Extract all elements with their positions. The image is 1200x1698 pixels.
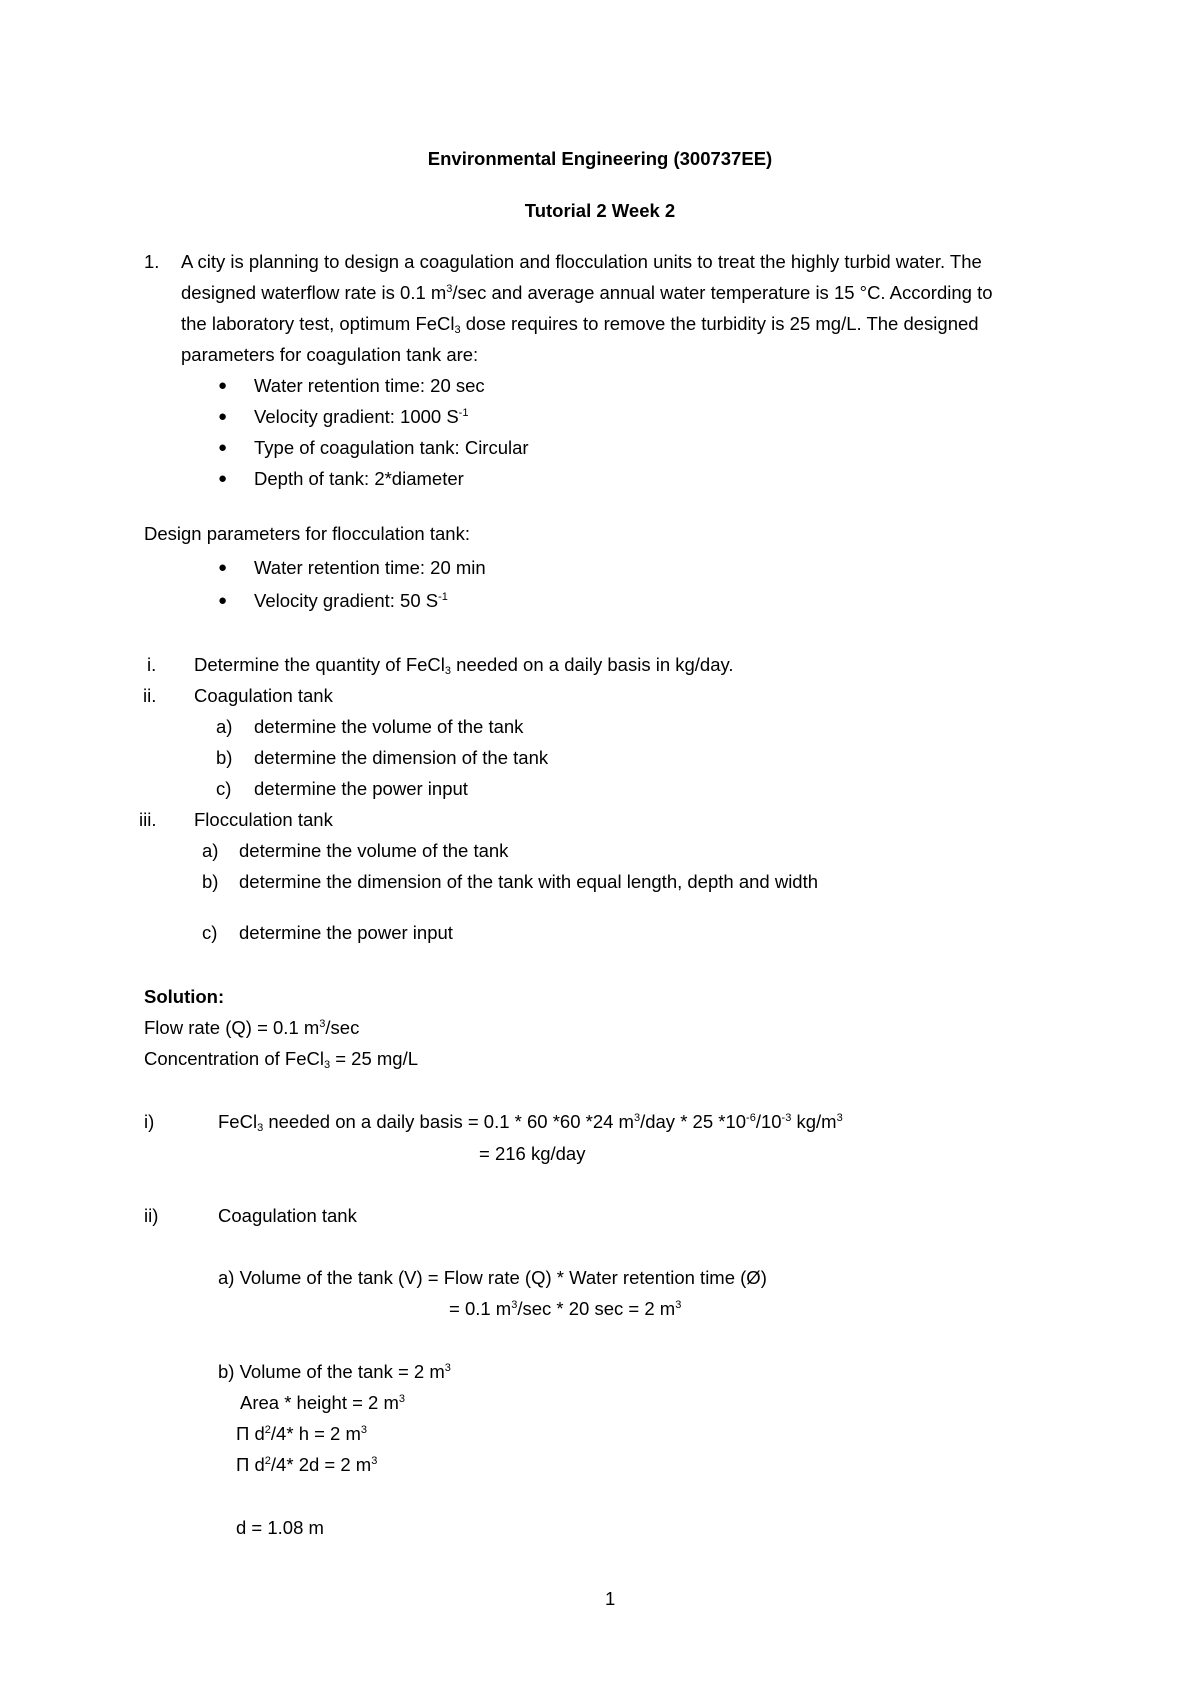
list-item: Velocity gradient: 1000 $S^{-1}$: [254, 406, 469, 427]
solution-d-result: d = 1.08 m: [236, 1517, 324, 1538]
solution-ii-heading: Coagulation tank: [218, 1205, 357, 1226]
solution-flow-rate: Flow rate (Q) = 0.1 $m^3/\sec$: [144, 1017, 360, 1038]
part-iii-c-text: determine the power input: [239, 922, 453, 943]
document-title: Environmental Engineering (300737EE): [427, 148, 773, 169]
part-ii-a-label: a): [216, 716, 233, 737]
part-iii-a-label: a): [202, 840, 219, 861]
solution-concentration: Concentration of FeCl$_3$ = 25 mg/L: [144, 1048, 419, 1071]
solution-a-line-2: = 0.1 $m^3/\sec * 20$ sec = 2 $m^3$: [449, 1298, 682, 1319]
part-ii-a-text: determine the volume of the tank: [254, 716, 524, 737]
part-iii-number: iii.: [139, 809, 157, 830]
solution-b-line-3: Π $d^2/4*$ h = 2 $m^3$: [236, 1423, 368, 1444]
part-iii-a-text: determine the volume of the tank: [239, 840, 509, 861]
solution-i-result: = 216 kg/day: [479, 1143, 586, 1164]
bullet-icon: ●: [218, 439, 228, 456]
part-ii-b-text: determine the dimension of the tank: [254, 747, 549, 768]
part-iii-b-text: determine the dimension of the tank with equal length, depth and width: [239, 871, 819, 892]
list-item: Water retention time: 20 min: [254, 557, 486, 578]
solution-b-line-2: Area * height = 2 $m^3$: [240, 1392, 406, 1413]
solution-b-line-1: b) Volume of the tank = 2 $m^3$: [218, 1361, 451, 1382]
part-iii-text: Flocculation tank: [194, 809, 333, 830]
part-ii-text: Coagulation tank: [194, 685, 333, 706]
bullet-icon: ●: [218, 470, 228, 487]
part-iii-c-label: c): [202, 922, 218, 943]
solution-b-line-4: Π $d^2/4*$ 2d = 2 $m^3$: [236, 1454, 378, 1475]
part-i-number: i.: [147, 654, 157, 675]
bullet-icon: ●: [218, 408, 228, 425]
list-item: Water retention time: 20 sec: [254, 375, 485, 396]
question-text-line-4: parameters for coagulation tank are:: [181, 344, 479, 365]
list-item: Depth of tank: 2*diameter: [254, 468, 464, 489]
solution-i-label: i): [144, 1111, 155, 1132]
part-ii-number: ii.: [143, 685, 157, 706]
solution-a-line-1: a) Volume of the tank (V) = Flow rate (Q) * Water retention time (Ø): [218, 1267, 767, 1288]
part-ii-c-label: c): [216, 778, 232, 799]
question-text-line-1: A city is planning to design a coagulation and flocculation units to treat the highly turbid water. The: [181, 251, 982, 272]
bullet-icon: ●: [218, 377, 228, 394]
part-ii-c-text: determine the power input: [254, 778, 468, 799]
question-text-line-2: designed waterflow rate is 0.1 $m^3/\sec$ and average annual water temperature is 15 °C. According to: [181, 282, 993, 303]
part-i-text: Determine the quantity of FeCl$_3$ needed on a daily basis in kg/day.: [194, 654, 734, 677]
bullet-icon: ●: [218, 559, 228, 576]
solution-ii-label: ii): [144, 1205, 159, 1226]
bullet-icon: ●: [218, 592, 228, 609]
solution-i-equation: FeCl$_3$ needed on a daily basis = 0.1 * 60 *60 *24 $m^3$/day * 25 $*10^{-6}/10^{-3}$ $kg/m^3$: [218, 1111, 843, 1134]
question-text-line-3: the laboratory test, optimum FeCl$_3$ dose requires to remove the turbidity is 25 mg/L. The designed: [181, 313, 979, 336]
list-item: Type of coagulation tank: Circular: [254, 437, 529, 458]
list-item: Velocity gradient: 50 $S^{-1}$: [254, 590, 448, 611]
solution-heading: Solution:: [144, 986, 225, 1007]
document-subtitle: Tutorial 2 Week 2: [524, 200, 676, 221]
part-ii-b-label: b): [216, 747, 233, 768]
floc-params-heading: Design parameters for flocculation tank:: [144, 523, 470, 544]
part-iii-b-label: b): [202, 871, 219, 892]
page-number: 1: [605, 1588, 616, 1609]
question-number: 1.: [144, 251, 160, 272]
